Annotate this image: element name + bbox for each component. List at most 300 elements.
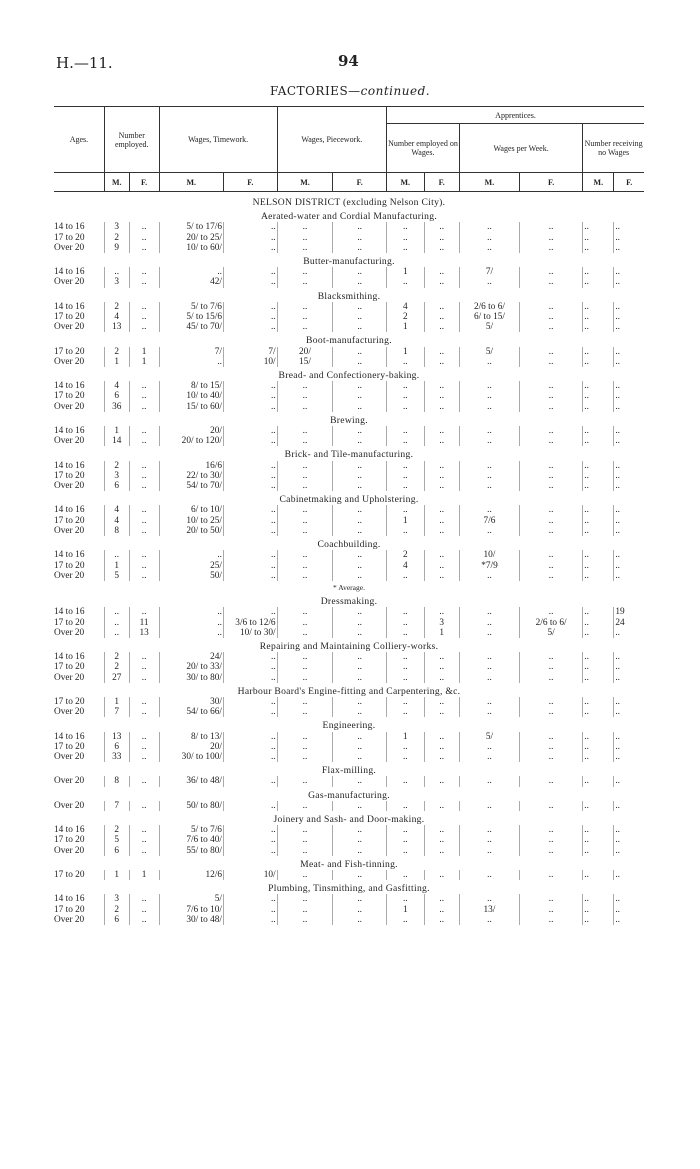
value-cell: .. [387,846,425,856]
value-cell: .. [459,277,519,287]
value-cell: .. [424,526,459,536]
value-cell: .. [614,825,644,835]
table-row [54,846,644,856]
age-cell: 14 to 16 [54,222,85,233]
value-cell: 13 [104,322,129,332]
age-cell: Over 20 [54,356,85,367]
value-cell: .. [614,894,644,904]
age-cell: 14 to 16 [54,731,85,742]
value-cell: .. [424,825,459,835]
value-cell: 5/ [159,894,223,904]
header-f: F. [333,173,387,192]
value-cell: 4 [104,312,129,322]
value-cell: .. [333,561,387,571]
value-cell: .. [129,662,159,672]
value-cell: .. [583,662,614,672]
value-cell: 1 [387,267,425,277]
value-cell: .. [223,673,277,683]
value-cell: .. [277,732,333,742]
value-cell: .. [424,662,459,672]
value-cell: .. [614,505,644,515]
value-cell: .. [387,776,425,786]
value-cell: .. [583,618,614,628]
value-cell: .. [614,628,644,638]
value-cell: 15/ [277,357,333,367]
value-cell: .. [424,277,459,287]
value-cell: .. [459,426,519,436]
header-f: F. [424,173,459,192]
value-cell: .. [129,915,159,925]
table-row [54,732,644,742]
value-cell: .. [519,561,582,571]
value-cell: .. [223,707,277,717]
value-cell: .. [387,402,425,412]
header-f: F. [129,173,159,192]
value-cell: .. [519,233,582,243]
value-cell: 4 [104,381,129,391]
age-cell: Over 20 [54,776,85,787]
value-cell: .. [333,801,387,811]
value-cell: 2/6 to 6/ [459,302,519,312]
value-cell: .. [583,894,614,904]
value-cell: .. [223,652,277,662]
value-cell: 9 [104,243,129,253]
value-cell: .. [614,835,644,845]
value-cell: .. [583,905,614,915]
value-cell: .. [223,302,277,312]
table-row [54,652,644,662]
value-cell: .. [614,243,644,253]
value-cell: 1 [387,347,425,357]
table-row [54,801,644,811]
value-cell: .. [519,426,582,436]
value-cell: .. [614,662,644,672]
value-cell: 2/6 to 6/ [519,618,582,628]
value-cell: 20/ [159,742,223,752]
value-cell: .. [583,516,614,526]
table-row [54,481,644,491]
age-cell: 17 to 20 [54,741,85,752]
value-cell: 19 [614,607,644,617]
age-cell: 14 to 16 [54,460,85,471]
value-cell: .. [519,915,582,925]
value-cell: 13 [104,732,129,742]
value-cell: .. [424,481,459,491]
value-cell: .. [223,894,277,904]
value-cell: .. [129,267,159,277]
value-cell: 55/ to 80/ [159,846,223,856]
value-cell: .. [129,742,159,752]
value-cell: .. [614,550,644,560]
value-cell: 24/ [159,652,223,662]
value-cell: .. [519,243,582,253]
value-cell: 20/ [159,426,223,436]
value-cell: .. [104,607,129,617]
value-cell: 20/ to 25/ [159,233,223,243]
value-cell: .. [277,277,333,287]
value-cell: .. [583,302,614,312]
value-cell: .. [277,267,333,277]
value-cell: .. [459,222,519,232]
table-row [54,835,644,845]
value-cell: .. [223,801,277,811]
table-row [54,870,644,880]
value-cell: 5/ to 7/6 [159,825,223,835]
value-cell: 14 [104,436,129,446]
table-row [54,312,644,322]
page-number: 94 [338,52,359,70]
value-cell: 10/ [459,550,519,560]
value-cell: .. [459,243,519,253]
value-cell: .. [223,243,277,253]
value-cell: 1 [129,870,159,880]
value-cell: .. [614,526,644,536]
value-cell: .. [459,662,519,672]
value-cell: 1 [129,347,159,357]
value-cell: .. [333,391,387,401]
value-cell: .. [333,776,387,786]
value-cell: .. [223,662,277,672]
value-cell: .. [614,801,644,811]
value-cell: .. [104,618,129,628]
value-cell: 8 [104,526,129,536]
value-cell: 3 [424,618,459,628]
value-cell: .. [333,697,387,707]
value-cell: .. [333,894,387,904]
value-cell: .. [277,742,333,752]
value-cell: .. [129,322,159,332]
value-cell: .. [424,322,459,332]
value-cell: 6/ to 15/ [459,312,519,322]
header-number-employed: Number employed. [104,107,159,173]
value-cell: .. [614,561,644,571]
value-cell: .. [129,312,159,322]
value-cell: 30/ to 48/ [159,915,223,925]
value-cell: .. [277,312,333,322]
value-cell: .. [333,673,387,683]
value-cell: .. [129,222,159,232]
value-cell: .. [223,776,277,786]
value-cell: .. [583,707,614,717]
value-cell: .. [614,697,644,707]
header-m: M. [459,173,519,192]
value-cell: .. [129,776,159,786]
value-cell: .. [614,233,644,243]
value-cell: 10/ to 25/ [159,516,223,526]
table-row [54,752,644,762]
value-cell: .. [387,426,425,436]
value-cell: .. [333,222,387,232]
value-cell: 30/ to 80/ [159,673,223,683]
value-cell: .. [387,471,425,481]
value-cell: 20/ to 33/ [159,662,223,672]
age-cell: Over 20 [54,707,85,718]
value-cell: 5 [104,835,129,845]
value-cell: 20/ to 50/ [159,526,223,536]
value-cell: .. [223,481,277,491]
value-cell: .. [333,267,387,277]
table-row [54,516,644,526]
value-cell: .. [519,607,582,617]
age-cell: 17 to 20 [54,617,85,628]
header-f: F. [614,173,644,192]
value-cell: .. [424,550,459,560]
value-cell: .. [583,571,614,581]
value-cell: .. [424,267,459,277]
value-cell: .. [583,915,614,925]
value-cell: .. [583,801,614,811]
value-cell: .. [129,461,159,471]
value-cell: .. [333,381,387,391]
table-row [54,357,644,367]
table-row [54,628,644,638]
value-cell: .. [277,846,333,856]
value-cell: .. [583,381,614,391]
value-cell: .. [424,381,459,391]
age-cell: Over 20 [54,436,85,447]
value-cell: .. [387,243,425,253]
value-cell: .. [333,550,387,560]
value-cell: .. [519,526,582,536]
table-row [54,526,644,536]
value-cell: .. [277,662,333,672]
value-cell: 6 [104,481,129,491]
value-cell: 1 [387,516,425,526]
value-cell: .. [277,516,333,526]
value-cell: .. [614,302,644,312]
value-cell: .. [459,697,519,707]
header-m: M. [159,173,223,192]
value-cell: .. [583,312,614,322]
value-cell: 15/ to 60/ [159,402,223,412]
page-reference: H.—11. [56,54,113,72]
value-cell: .. [614,426,644,436]
value-cell: .. [104,550,129,560]
age-cell: 14 to 16 [54,381,85,392]
value-cell: .. [333,322,387,332]
value-cell: .. [277,243,333,253]
value-cell: .. [387,461,425,471]
value-cell: .. [387,894,425,904]
header-app-number-no-wages: Number receiving no Wages [583,124,644,173]
value-cell: .. [614,652,644,662]
value-cell: .. [387,742,425,752]
value-cell: 4 [387,302,425,312]
value-cell: 6/ to 10/ [159,505,223,515]
value-cell: .. [583,673,614,683]
value-cell: .. [333,471,387,481]
value-cell: 4 [104,516,129,526]
value-cell: .. [614,571,644,581]
value-cell: .. [223,277,277,287]
table-row [54,776,644,786]
value-cell: .. [333,357,387,367]
value-cell: 8/ to 15/ [159,381,223,391]
value-cell: .. [129,905,159,915]
value-cell: .. [277,915,333,925]
value-cell: .. [424,707,459,717]
value-cell: .. [424,801,459,811]
age-cell: 17 to 20 [54,835,85,846]
age-cell: 14 to 16 [54,825,85,836]
value-cell: .. [223,312,277,322]
value-cell: .. [387,752,425,762]
value-cell: .. [424,835,459,845]
age-cell: 17 to 20 [54,560,85,571]
value-cell: 50/ to 80/ [159,801,223,811]
value-cell: 5/ to 7/6 [159,302,223,312]
value-cell: 5/ to 15/6 [159,312,223,322]
value-cell: .. [583,357,614,367]
value-cell: .. [129,526,159,536]
value-cell: .. [277,776,333,786]
value-cell: .. [583,825,614,835]
table-row [54,233,644,243]
value-cell: .. [333,481,387,491]
header-app-number-employed: Number employed on Wages. [387,124,460,173]
age-cell: 14 to 16 [54,505,85,516]
footnote: * Average. [333,582,365,592]
value-cell: .. [333,825,387,835]
value-cell: .. [277,402,333,412]
age-cell: 17 to 20 [54,696,85,707]
value-cell: .. [333,652,387,662]
value-cell: .. [223,426,277,436]
value-cell: .. [277,673,333,683]
value-cell: 2 [104,905,129,915]
value-cell: 36/ to 48/ [159,776,223,786]
value-cell: 6 [104,846,129,856]
value-cell: .. [583,628,614,638]
value-cell: .. [223,381,277,391]
value-cell: .. [519,505,582,515]
value-cell: .. [424,233,459,243]
section-heading: Joinery and Sash- and Door-making. [273,813,425,825]
value-cell: 11 [129,618,159,628]
header-m: M. [277,173,333,192]
table-row [54,915,644,925]
factories-table [54,106,644,925]
value-cell: .. [583,267,614,277]
value-cell: .. [387,526,425,536]
age-cell: Over 20 [54,525,85,536]
value-cell: .. [333,277,387,287]
section-heading: Aerated-water and Cordial Manufacturing. [260,211,438,223]
value-cell: .. [614,870,644,880]
value-cell: 7/ [223,347,277,357]
value-cell: 30/ [159,697,223,707]
value-cell: .. [129,732,159,742]
value-cell: .. [583,347,614,357]
value-cell: .. [459,607,519,617]
value-cell: .. [333,870,387,880]
value-cell: .. [459,381,519,391]
value-cell: .. [583,752,614,762]
value-cell: .. [459,673,519,683]
value-cell: 13/ [459,905,519,915]
table-row [54,505,644,515]
value-cell: .. [129,481,159,491]
district-heading: NELSON DISTRICT (excluding Nelson City). [252,197,446,208]
value-cell: .. [459,505,519,515]
value-cell: 54/ to 66/ [159,707,223,717]
value-cell: 12/6 [159,870,223,880]
value-cell: .. [104,267,129,277]
value-cell: .. [387,697,425,707]
value-cell: .. [459,652,519,662]
value-cell: 10/ [223,357,277,367]
value-cell: .. [459,461,519,471]
age-cell: Over 20 [54,627,85,638]
value-cell: 16/6 [159,461,223,471]
table-row [54,471,644,481]
value-cell: .. [277,628,333,638]
value-cell: .. [519,571,582,581]
value-cell: 1 [387,732,425,742]
value-cell: .. [129,302,159,312]
value-cell: .. [277,233,333,243]
value-cell: .. [424,673,459,683]
value-cell: .. [129,607,159,617]
age-cell: 17 to 20 [54,515,85,526]
value-cell: .. [614,381,644,391]
value-cell: .. [424,732,459,742]
value-cell: .. [333,618,387,628]
age-cell: 17 to 20 [54,662,85,673]
value-cell: 1 [129,357,159,367]
table-row [54,894,644,904]
section-heading: Coachbuilding. [317,539,381,551]
value-cell: .. [277,461,333,471]
age-cell: Over 20 [54,914,85,925]
value-cell: .. [129,707,159,717]
value-cell: .. [583,277,614,287]
value-cell: .. [223,516,277,526]
value-cell: 2 [104,233,129,243]
value-cell: .. [519,894,582,904]
value-cell: 3 [104,471,129,481]
section-heading: Butter-manufacturing. [303,256,395,268]
value-cell: .. [424,347,459,357]
page-title-suffix: continued. [360,84,431,98]
value-cell: .. [159,267,223,277]
value-cell: .. [129,835,159,845]
value-cell: .. [129,752,159,762]
value-cell: .. [583,732,614,742]
table-row [54,905,644,915]
value-cell: 4 [104,505,129,515]
value-cell: .. [614,732,644,742]
value-cell: .. [333,752,387,762]
value-cell: .. [424,742,459,752]
table-row [54,707,644,717]
value-cell: .. [387,481,425,491]
value-cell: .. [583,391,614,401]
value-cell: .. [277,752,333,762]
value-cell: 30/ to 100/ [159,752,223,762]
value-cell: .. [519,697,582,707]
value-cell: 1 [104,870,129,880]
value-cell: .. [459,894,519,904]
value-cell: .. [387,652,425,662]
value-cell: .. [129,550,159,560]
value-cell: .. [333,312,387,322]
value-cell: .. [333,516,387,526]
value-cell: .. [387,277,425,287]
value-cell: .. [223,835,277,845]
value-cell: .. [333,742,387,752]
value-cell: .. [583,322,614,332]
